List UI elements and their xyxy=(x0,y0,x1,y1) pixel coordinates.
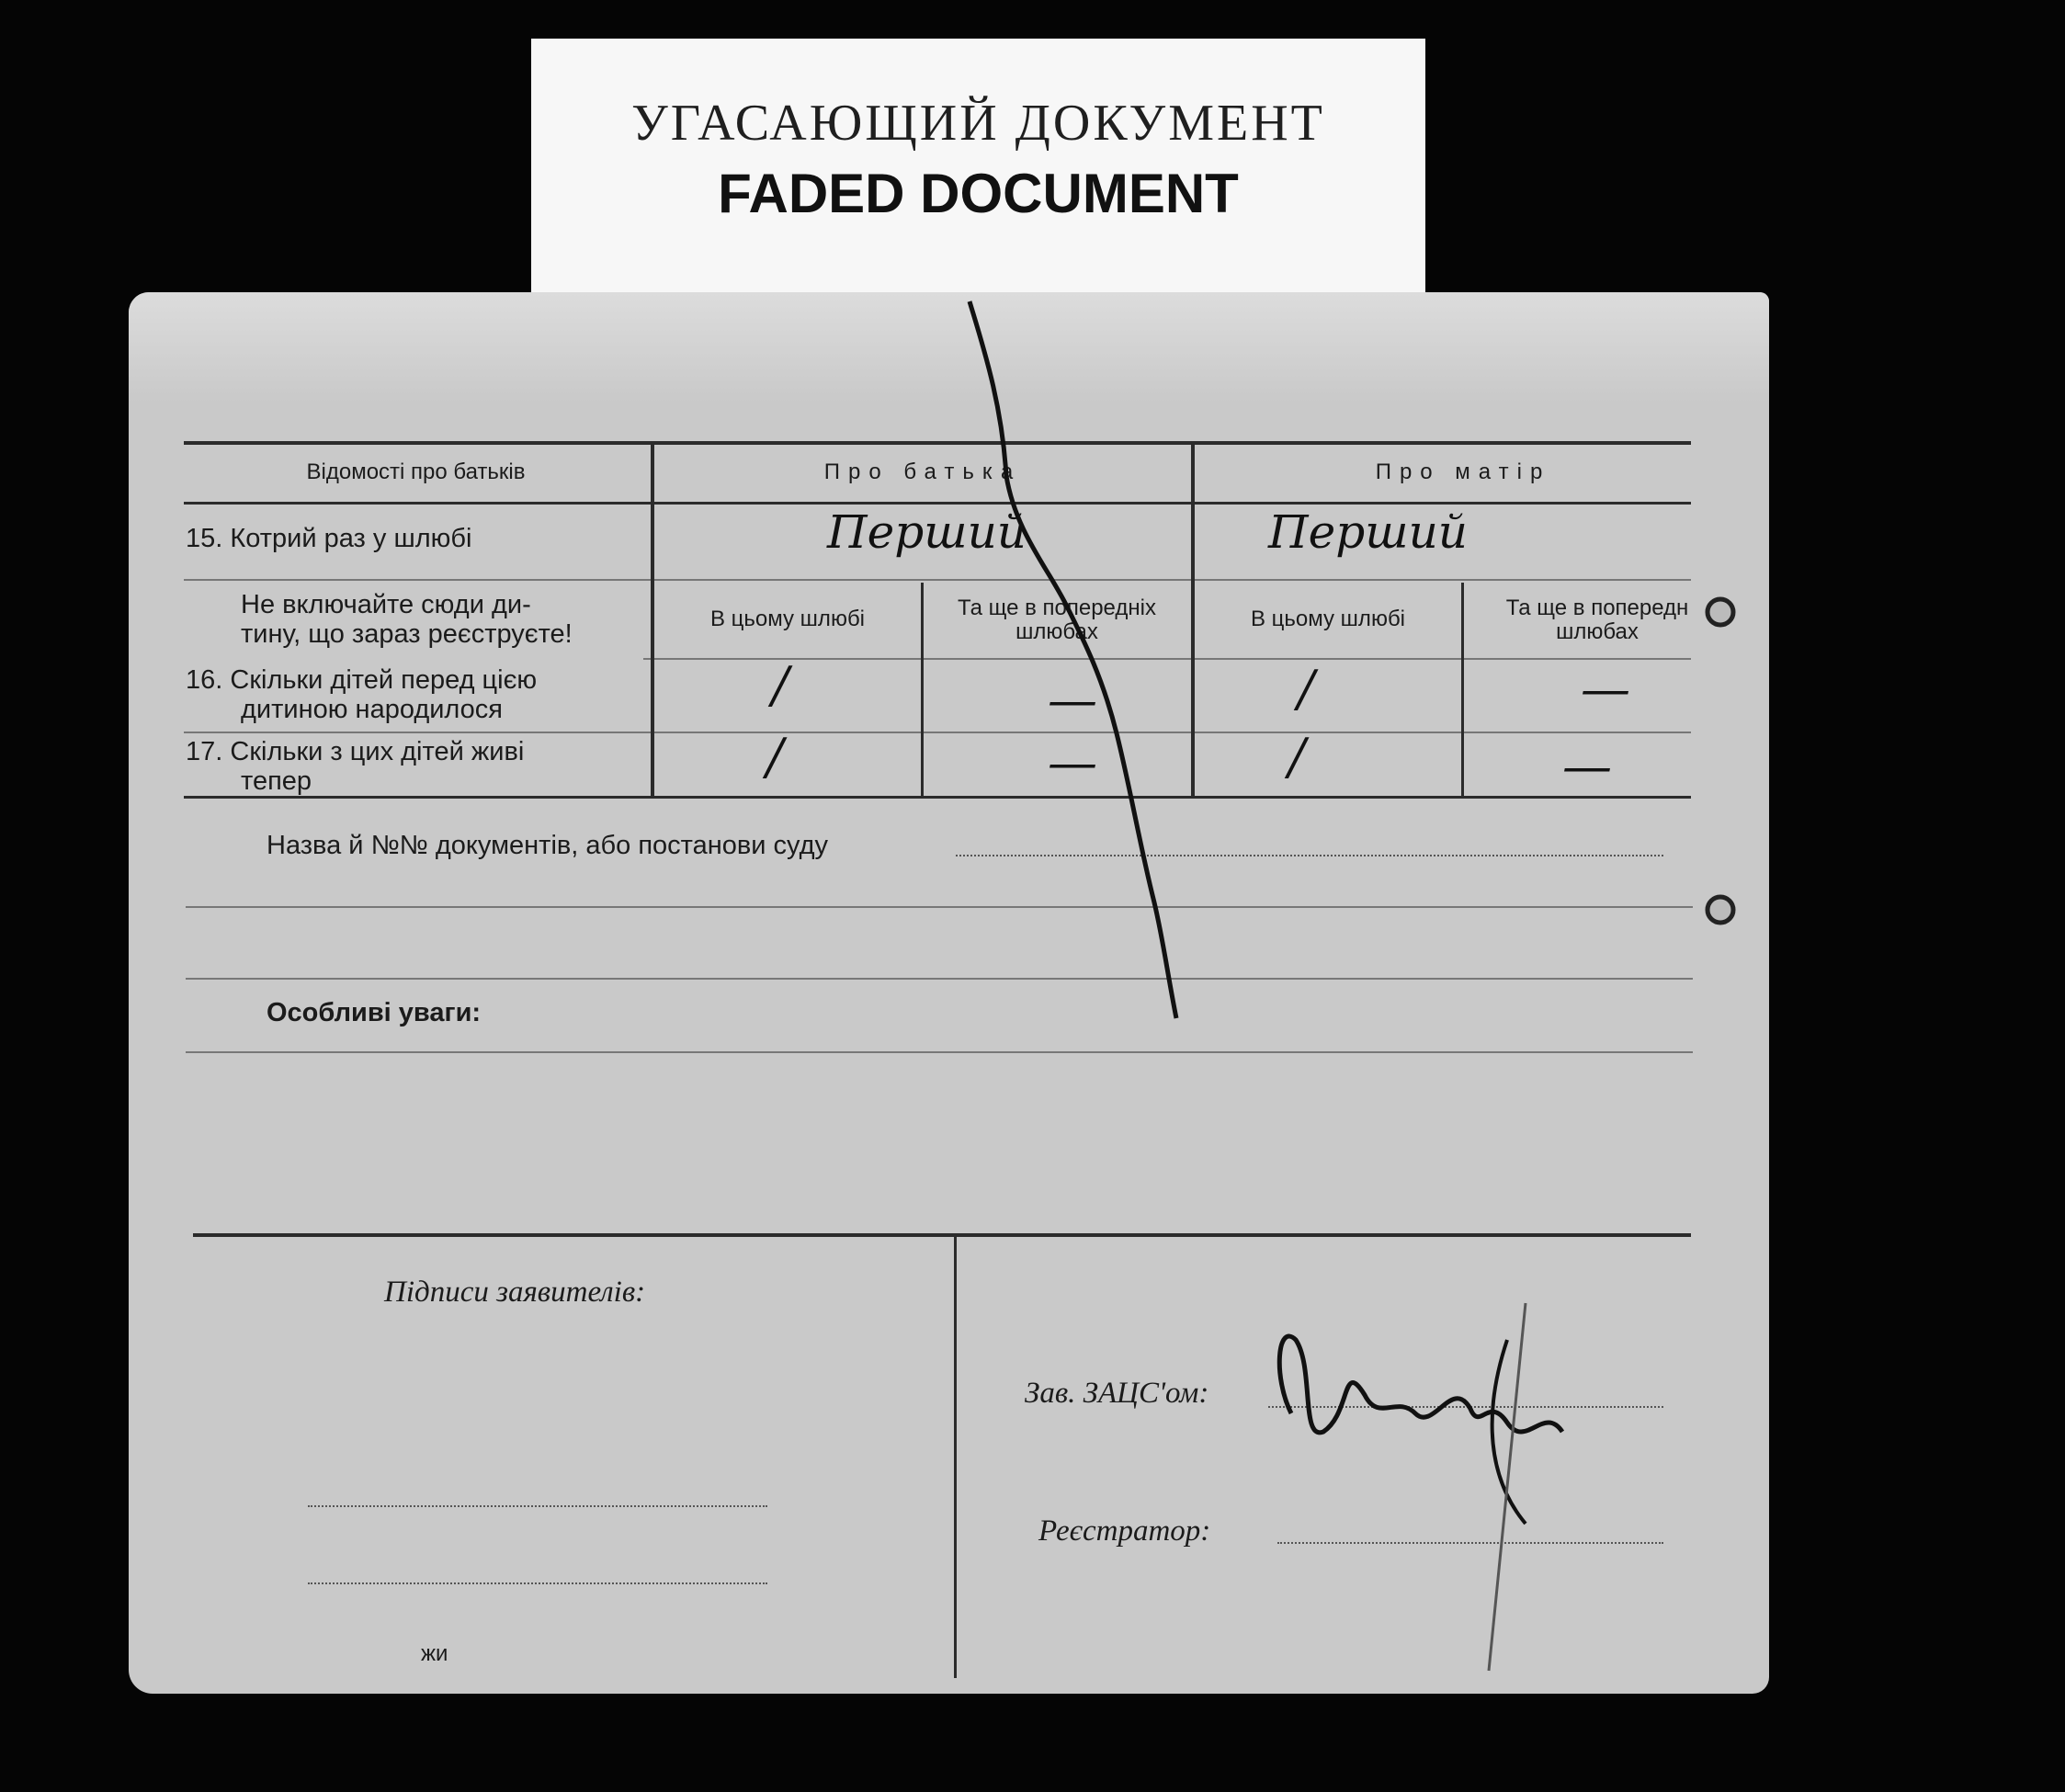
subheader-mother-this: В цьому шлюбі xyxy=(1250,607,1406,631)
applicant-partial-word: жи xyxy=(421,1641,448,1666)
special-notes-label: Особливі уваги: xyxy=(267,998,482,1027)
head-label: Зав. ЗАЦС'ом: xyxy=(1025,1377,1209,1410)
row17-father-prev: — xyxy=(1048,733,1097,791)
note-line1: Не включайте сюди ди- xyxy=(241,590,531,619)
documents-label: Назва й №№ документів, або постанови суду xyxy=(267,831,829,860)
applicants-label: Підписи заявителів: xyxy=(384,1276,646,1309)
row16-father-prev: — xyxy=(1048,671,1097,729)
header-mother: Про матір xyxy=(1375,459,1551,484)
registration-form-sheet xyxy=(129,292,1769,1694)
row17-line1: 17. Скільки з цих дітей живі xyxy=(186,737,525,766)
paper-crack xyxy=(970,301,1176,1018)
row16-line2: дитиною народилося xyxy=(241,695,504,724)
note-line2: тину, що зараз реєструєте! xyxy=(241,619,573,649)
registrar-label: Реєстратор: xyxy=(1038,1514,1211,1548)
label-russian: УГАСАЮЩИЙ ДОКУМЕНТ xyxy=(631,95,1325,152)
row15-mother-value: Перший xyxy=(1268,505,1468,559)
punch-hole-2 xyxy=(1708,897,1733,923)
subheader-father-previous-2: шлюбах xyxy=(1015,619,1098,644)
faded-document-label xyxy=(531,39,1425,296)
subheader-father-previous-1: Та ще в попередніх xyxy=(958,595,1156,620)
subheader-mother-previous-2: шлюбах xyxy=(1556,619,1639,644)
row17-father-this: / xyxy=(766,728,784,786)
paper-damage-and-signature xyxy=(129,292,1769,1694)
subheader-mother-previous-1: Та ще в попередн xyxy=(1505,595,1689,620)
row16-mother-this: / xyxy=(1298,660,1315,718)
row16-line1: 16. Скільки дітей перед цією xyxy=(186,665,538,695)
punch-hole-1 xyxy=(1708,599,1733,625)
pencil-stroke xyxy=(1489,1303,1526,1671)
label-english: FADED DOCUMENT xyxy=(718,163,1239,224)
subheader-father-this: В цьому шлюбі xyxy=(709,607,866,631)
row16-mother-prev: — xyxy=(1581,660,1630,718)
row15-father-value: Перший xyxy=(827,505,1027,559)
header-parents-info: Відомості про батьків xyxy=(306,459,526,484)
row16-father-this: / xyxy=(772,656,789,714)
row17-mother-this: / xyxy=(1288,728,1306,786)
row15-label: 15. Котрий раз у шлюбі xyxy=(186,524,472,553)
header-father: Про батька xyxy=(823,459,1022,484)
row17-line2: тепер xyxy=(241,766,312,796)
row17-mother-prev: — xyxy=(1562,737,1612,795)
